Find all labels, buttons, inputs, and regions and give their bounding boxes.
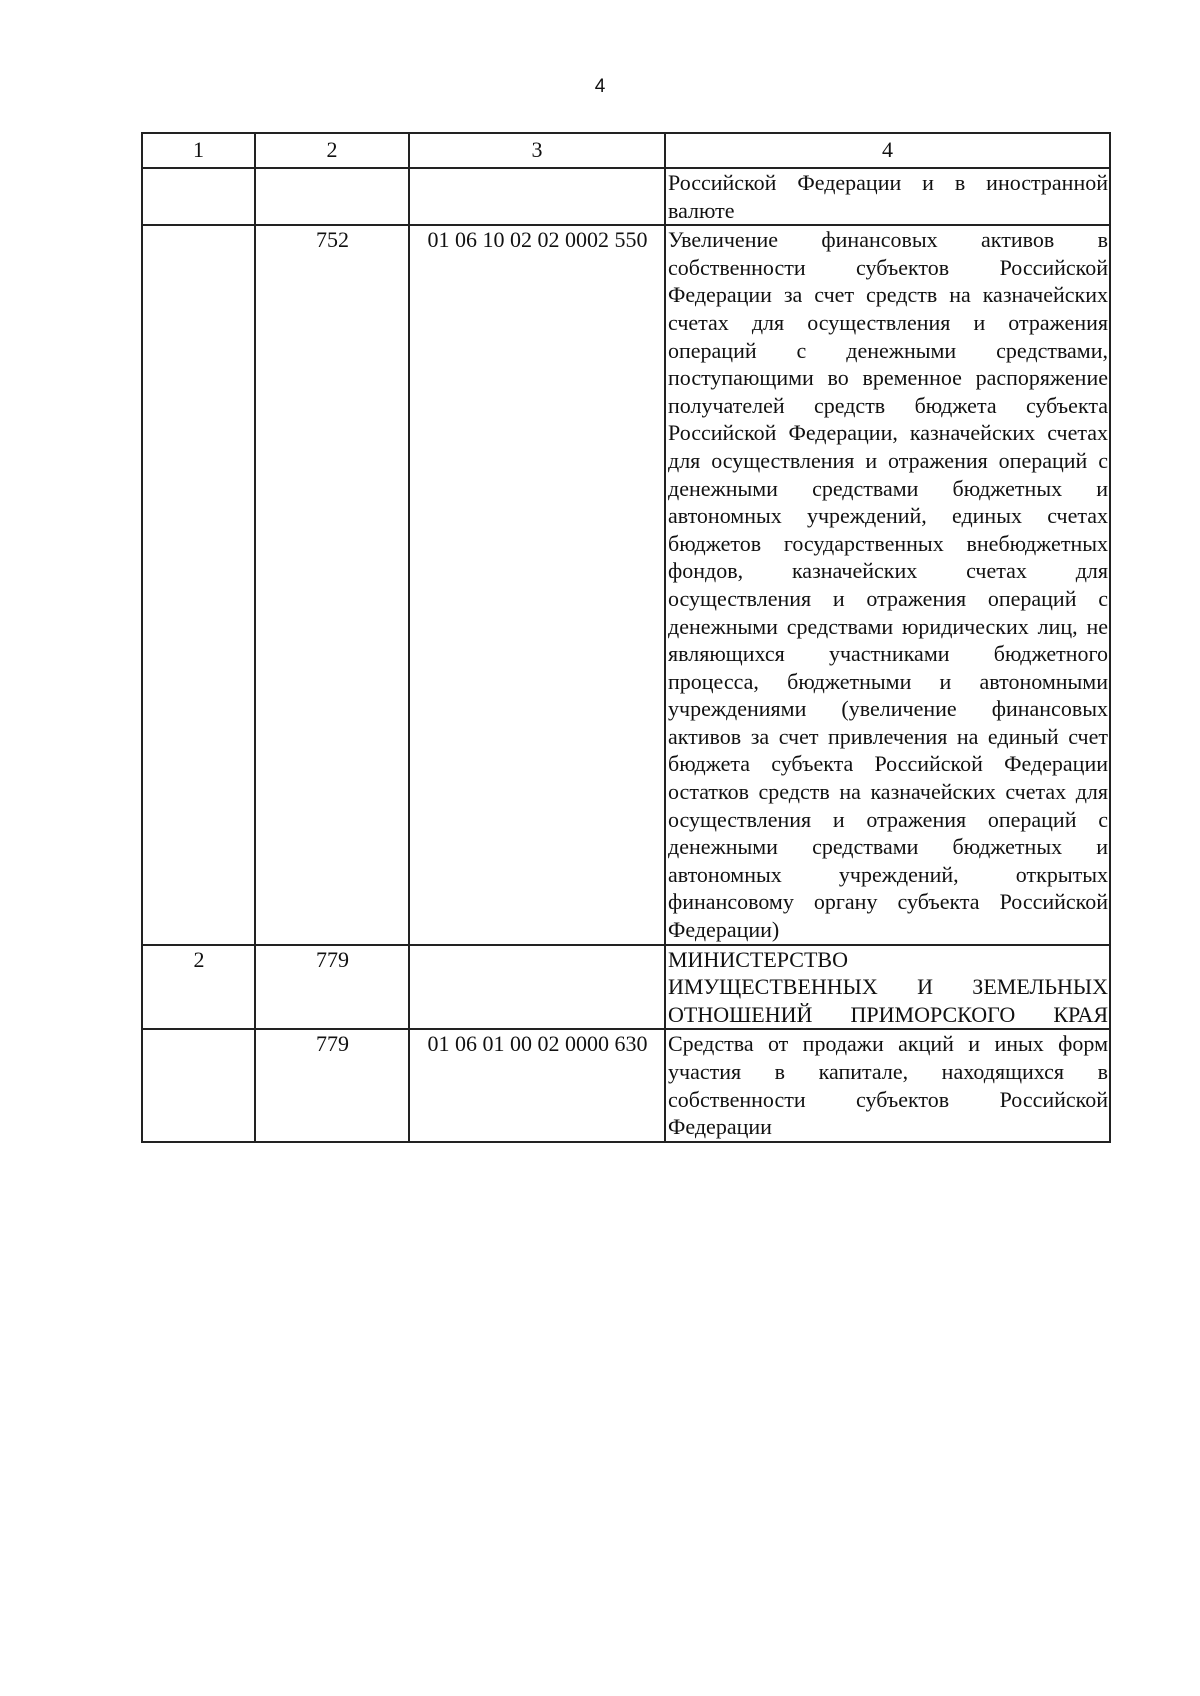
budget-code-cell (409, 945, 665, 1030)
budget-code-cell: 01 06 01 00 02 0000 630 (409, 1029, 665, 1141)
header-cell-3: 3 (409, 133, 665, 168)
description-cell: Увеличение финансовых активов в собственности субъектов Российской Федерации за счет средств на казначейских счетах для осуществления и отражения операций с денежными средствами, поступающими во временное распоряжение получателей средств бюджета субъекта Российской Федерации, казначейских счетах для осуществления и отражения операций с денежными средствами бюджетных и автономных учреждений, единых счетах бюджетов государственных внебюджетных фондов, казначейских счетах для осуществления и отражения операций с денежными средствами юридических лиц, не являющихся участниками бюджетного процесса, бюджетными и автономными учреждениями (увеличение финансовых активов за счет привлечения на единый счет бюджета субъекта Российской Федерации остатков средств на казначейских счетах для осуществления и отражения операций с денежными средствами бюджетных и автономных учреждений, открытых финансовому органу субъекта Российской Федерации) (665, 225, 1110, 944)
header-cell-2: 2 (255, 133, 409, 168)
header-cell-4: 4 (665, 133, 1110, 168)
table-row (142, 1029, 1110, 1141)
table-row (142, 225, 1110, 944)
description-cell: Средства от продажи акций и иных форм участия в капитале, находящихся в собственности субъектов Российской Федерации (665, 1029, 1110, 1141)
table-row (142, 168, 1110, 225)
admin-code-cell: 779 (255, 945, 409, 1030)
page-number: 4 (594, 76, 606, 97)
admin-code-cell (255, 168, 409, 225)
ministry-name-line: ИМУЩЕСТВЕННЫХ И ЗЕМЕЛЬНЫХ (668, 974, 1108, 1000)
table-row (142, 945, 1110, 1030)
row-number-cell (142, 1029, 255, 1141)
description-cell: Российской Федерации и в иностранной валюте (665, 168, 1110, 225)
budget-code-cell: 01 06 10 02 02 0002 550 (409, 225, 665, 944)
admin-code-cell: 752 (255, 225, 409, 944)
ministry-name-cell (665, 945, 1110, 1030)
budget-code-cell (409, 168, 665, 225)
row-number-cell (142, 225, 255, 944)
budget-table (141, 132, 1111, 1143)
row-number-cell (142, 168, 255, 225)
header-row (142, 133, 1110, 168)
admin-code-cell: 779 (255, 1029, 409, 1141)
header-cell-1: 1 (142, 133, 255, 168)
ministry-name-line: ОТНОШЕНИЙ ПРИМОРСКОГО КРАЯ (668, 1001, 1108, 1027)
ministry-name-line: МИНИСТЕРСТВО (668, 946, 848, 972)
row-number-cell: 2 (142, 945, 255, 1030)
